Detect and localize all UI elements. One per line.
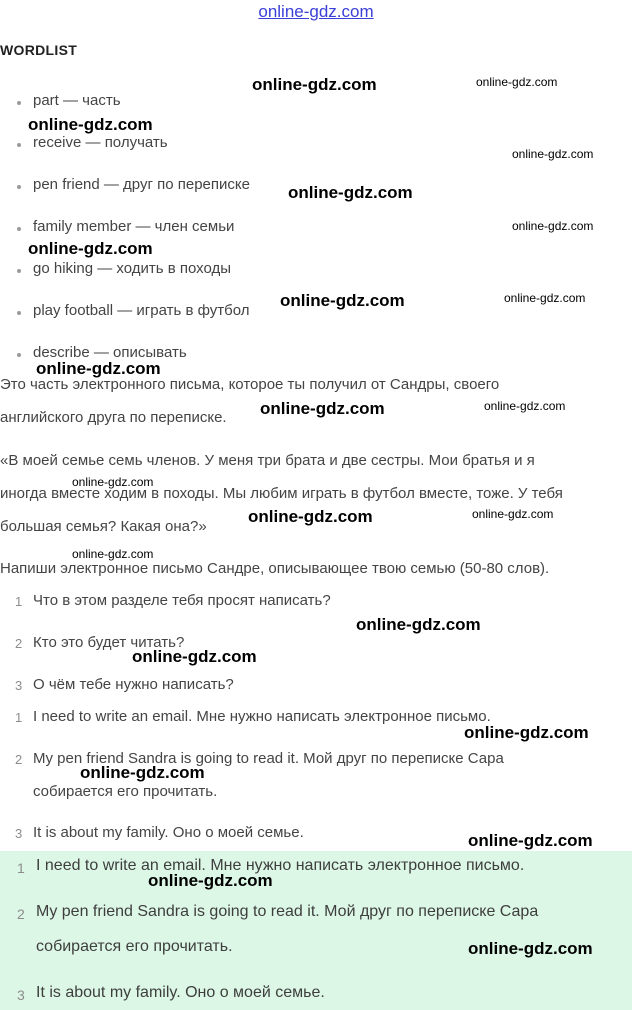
quote-line: «В моей семье семь членов. У меня три брата и две сестры. Мои братья и я (0, 452, 535, 469)
answer-text: I need to write an email. Мне нужно написать электронное письмо. (33, 708, 491, 725)
watermark: online-gdz.com (28, 239, 153, 258)
watermark: online-gdz.com (512, 147, 594, 161)
highlighted-answer-text: I need to write an email. Мне нужно написать электронное письмо. (36, 857, 525, 874)
watermark: online-gdz.com (464, 723, 589, 742)
highlighted-answer-text: It is about my family. Оно о моей семье. (36, 984, 325, 1001)
watermark: online-gdz.com (476, 75, 558, 89)
answer-number: 1 (15, 710, 23, 725)
watermark: online-gdz.com (472, 507, 554, 521)
wordlist-heading: WORDLIST (0, 42, 78, 58)
question-number: 2 (15, 636, 23, 651)
watermark: online-gdz.com (36, 359, 161, 378)
watermark: online-gdz.com (72, 475, 154, 489)
watermark: online-gdz.com (468, 831, 593, 850)
watermark: online-gdz.com (28, 115, 153, 134)
question-text: О чём тебе нужно написать? (33, 676, 234, 693)
answer-text: My pen friend Sandra is going to read it. Мой друг по переписке Сара (33, 750, 504, 767)
bullet-icon (17, 101, 21, 105)
watermark: online-gdz.com (484, 399, 566, 413)
wordlist-item: receive — получать (33, 134, 168, 151)
wordlist-item: describe — описывать (33, 344, 187, 361)
answer-number: 3 (15, 826, 23, 841)
wordlist-item: go hiking — ходить в походы (33, 260, 232, 277)
question-text: Что в этом разделе тебя просят написать? (33, 592, 331, 609)
highlighted-answer-number: 2 (17, 906, 25, 922)
watermark: online-gdz.com (512, 219, 594, 233)
question-number: 3 (15, 678, 23, 693)
watermark: online-gdz.com (252, 75, 377, 94)
site-link[interactable]: online-gdz.com (258, 2, 374, 21)
watermark: online-gdz.com (80, 763, 205, 782)
watermark: online-gdz.com (248, 507, 373, 526)
highlighted-answer-number: 3 (17, 987, 25, 1003)
question-number: 1 (15, 594, 23, 609)
bullet-icon (17, 311, 21, 315)
watermark: online-gdz.com (288, 183, 413, 202)
quote-line: большая семья? Какая она?» (0, 518, 207, 535)
wordlist-item: part — часть (33, 92, 121, 109)
answer-text: It is about my family. Оно о моей семье. (33, 824, 304, 841)
wordlist-item: play football — играть в футбол (33, 302, 250, 319)
watermark: online-gdz.com (280, 291, 405, 310)
watermark: online-gdz.com (504, 291, 586, 305)
bullet-icon (17, 353, 21, 357)
answer-number: 2 (15, 752, 23, 767)
watermark: online-gdz.com (468, 939, 593, 958)
intro-line: английского друга по переписке. (0, 409, 227, 426)
watermark: online-gdz.com (148, 871, 273, 890)
wordlist-item: family member — член семьи (33, 218, 235, 235)
bullet-icon (17, 185, 21, 189)
quote-line: иногда вместе ходим в походы. Мы любим играть в футбол вместе, тоже. У тебя (0, 485, 563, 502)
intro-line: Это часть электронного письма, которое ты получил от Сандры, своего (0, 376, 500, 393)
highlighted-answer-text: собирается его прочитать. (36, 938, 233, 955)
bullet-icon (17, 143, 21, 147)
answer-text: собирается его прочитать. (33, 783, 218, 800)
watermark: online-gdz.com (72, 547, 154, 561)
watermark: online-gdz.com (132, 647, 257, 666)
watermark: online-gdz.com (356, 615, 481, 634)
highlighted-answer-number: 1 (17, 860, 25, 876)
question-text: Кто это будет читать? (33, 634, 185, 651)
highlighted-answer-text: My pen friend Sandra is going to read it. Мой друг по переписке Сара (36, 903, 539, 920)
wordlist-item: pen friend — друг по переписке (33, 176, 250, 193)
task-text: Напиши электронное письмо Сандре, описывающее твою семью (50-80 слов). (0, 560, 550, 577)
bullet-icon (17, 227, 21, 231)
bullet-icon (17, 269, 21, 273)
watermark: online-gdz.com (260, 399, 385, 418)
